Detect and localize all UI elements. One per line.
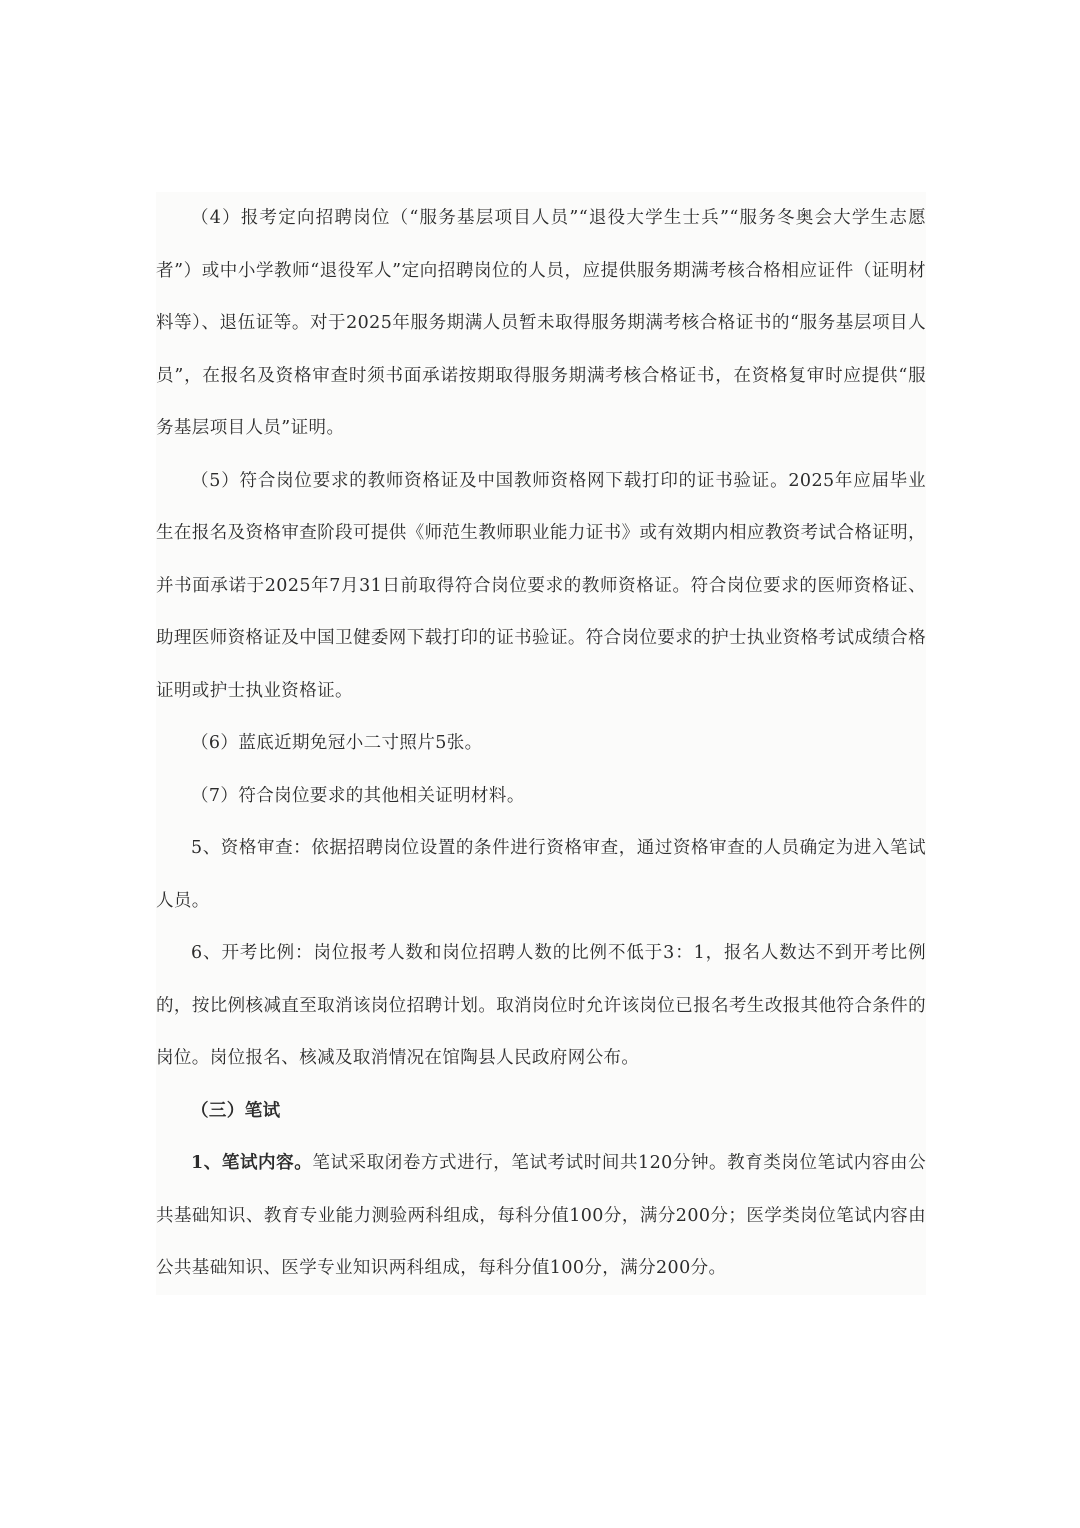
paragraph-item-7: （7）符合岗位要求的其他相关证明材料。 (191, 785, 525, 806)
section-heading-written-exam: （三）笔试 (191, 1100, 281, 1121)
paragraph-item-5: （5）符合岗位要求的教师资格证及中国教师资格网下载打印的证书验证。2025年应届毕业生在报名及资格审查阶段可提供《师范生教师职业能力证书》或有效期内相应教资考试合格证明，并书面承诺于2025年7月31日前取得符合岗位要求的教师资格证。符合岗位要求的医师资格证、助理医师资格证及中国卫健委网下载打印的证书验证。符合岗位要求的护士执业资格考试成绩合格证明或护士执业资格证。 (156, 470, 926, 701)
paragraph-written-exam-content (156, 1137, 926, 1295)
paragraph-qualification-review: 5、资格审查：依据招聘岗位设置的条件进行资格审查，通过资格审查的人员确定为进入笔试人员。 (156, 838, 926, 911)
paragraph-item-6: （6）蓝底近期免冠小二寸照片5张。 (191, 733, 483, 753)
paragraph-item-4: （4）报考定向招聘岗位（“服务基层项目人员”“退役大学生士兵”“服务冬奥会大学生志愿者”）或中小学教师“退役军人”定向招聘岗位的人员，应提供服务期满考核合格相应证件（证明材料等）、退伍证等。对于2025年服务期满人员暂未取得服务期满考核合格证书的“服务基层项目人员”，在报名及资格审查时须书面承诺按期取得服务期满考核合格证书，在资格复审时应提供“服务基层项目人员”证明。 (156, 208, 926, 438)
written-exam-content-text: 笔试采取闭卷方式进行，笔试考试时间共120分钟。教育类岗位笔试内容由公共基础知识、教育专业能力测验两科组成，每科分值100分，满分200分；医学类岗位笔试内容由公共基础知识、医学专业知识两科组成，每科分值100分，满分200分。 (156, 1153, 926, 1278)
written-exam-content-lead: 1、笔试内容。 (191, 1153, 313, 1173)
paragraph-exam-ratio: 6、开考比例：岗位报考人数和岗位招聘人数的比例不低于3：1，报名人数达不到开考比例的，按比例核减直至取消该岗位招聘计划。取消岗位时允许该岗位已报名考生改报其他符合条件的岗位。岗位报名、核减及取消情况在馆陶县人民政府网公布。 (156, 943, 926, 1068)
document-body (156, 192, 926, 1295)
